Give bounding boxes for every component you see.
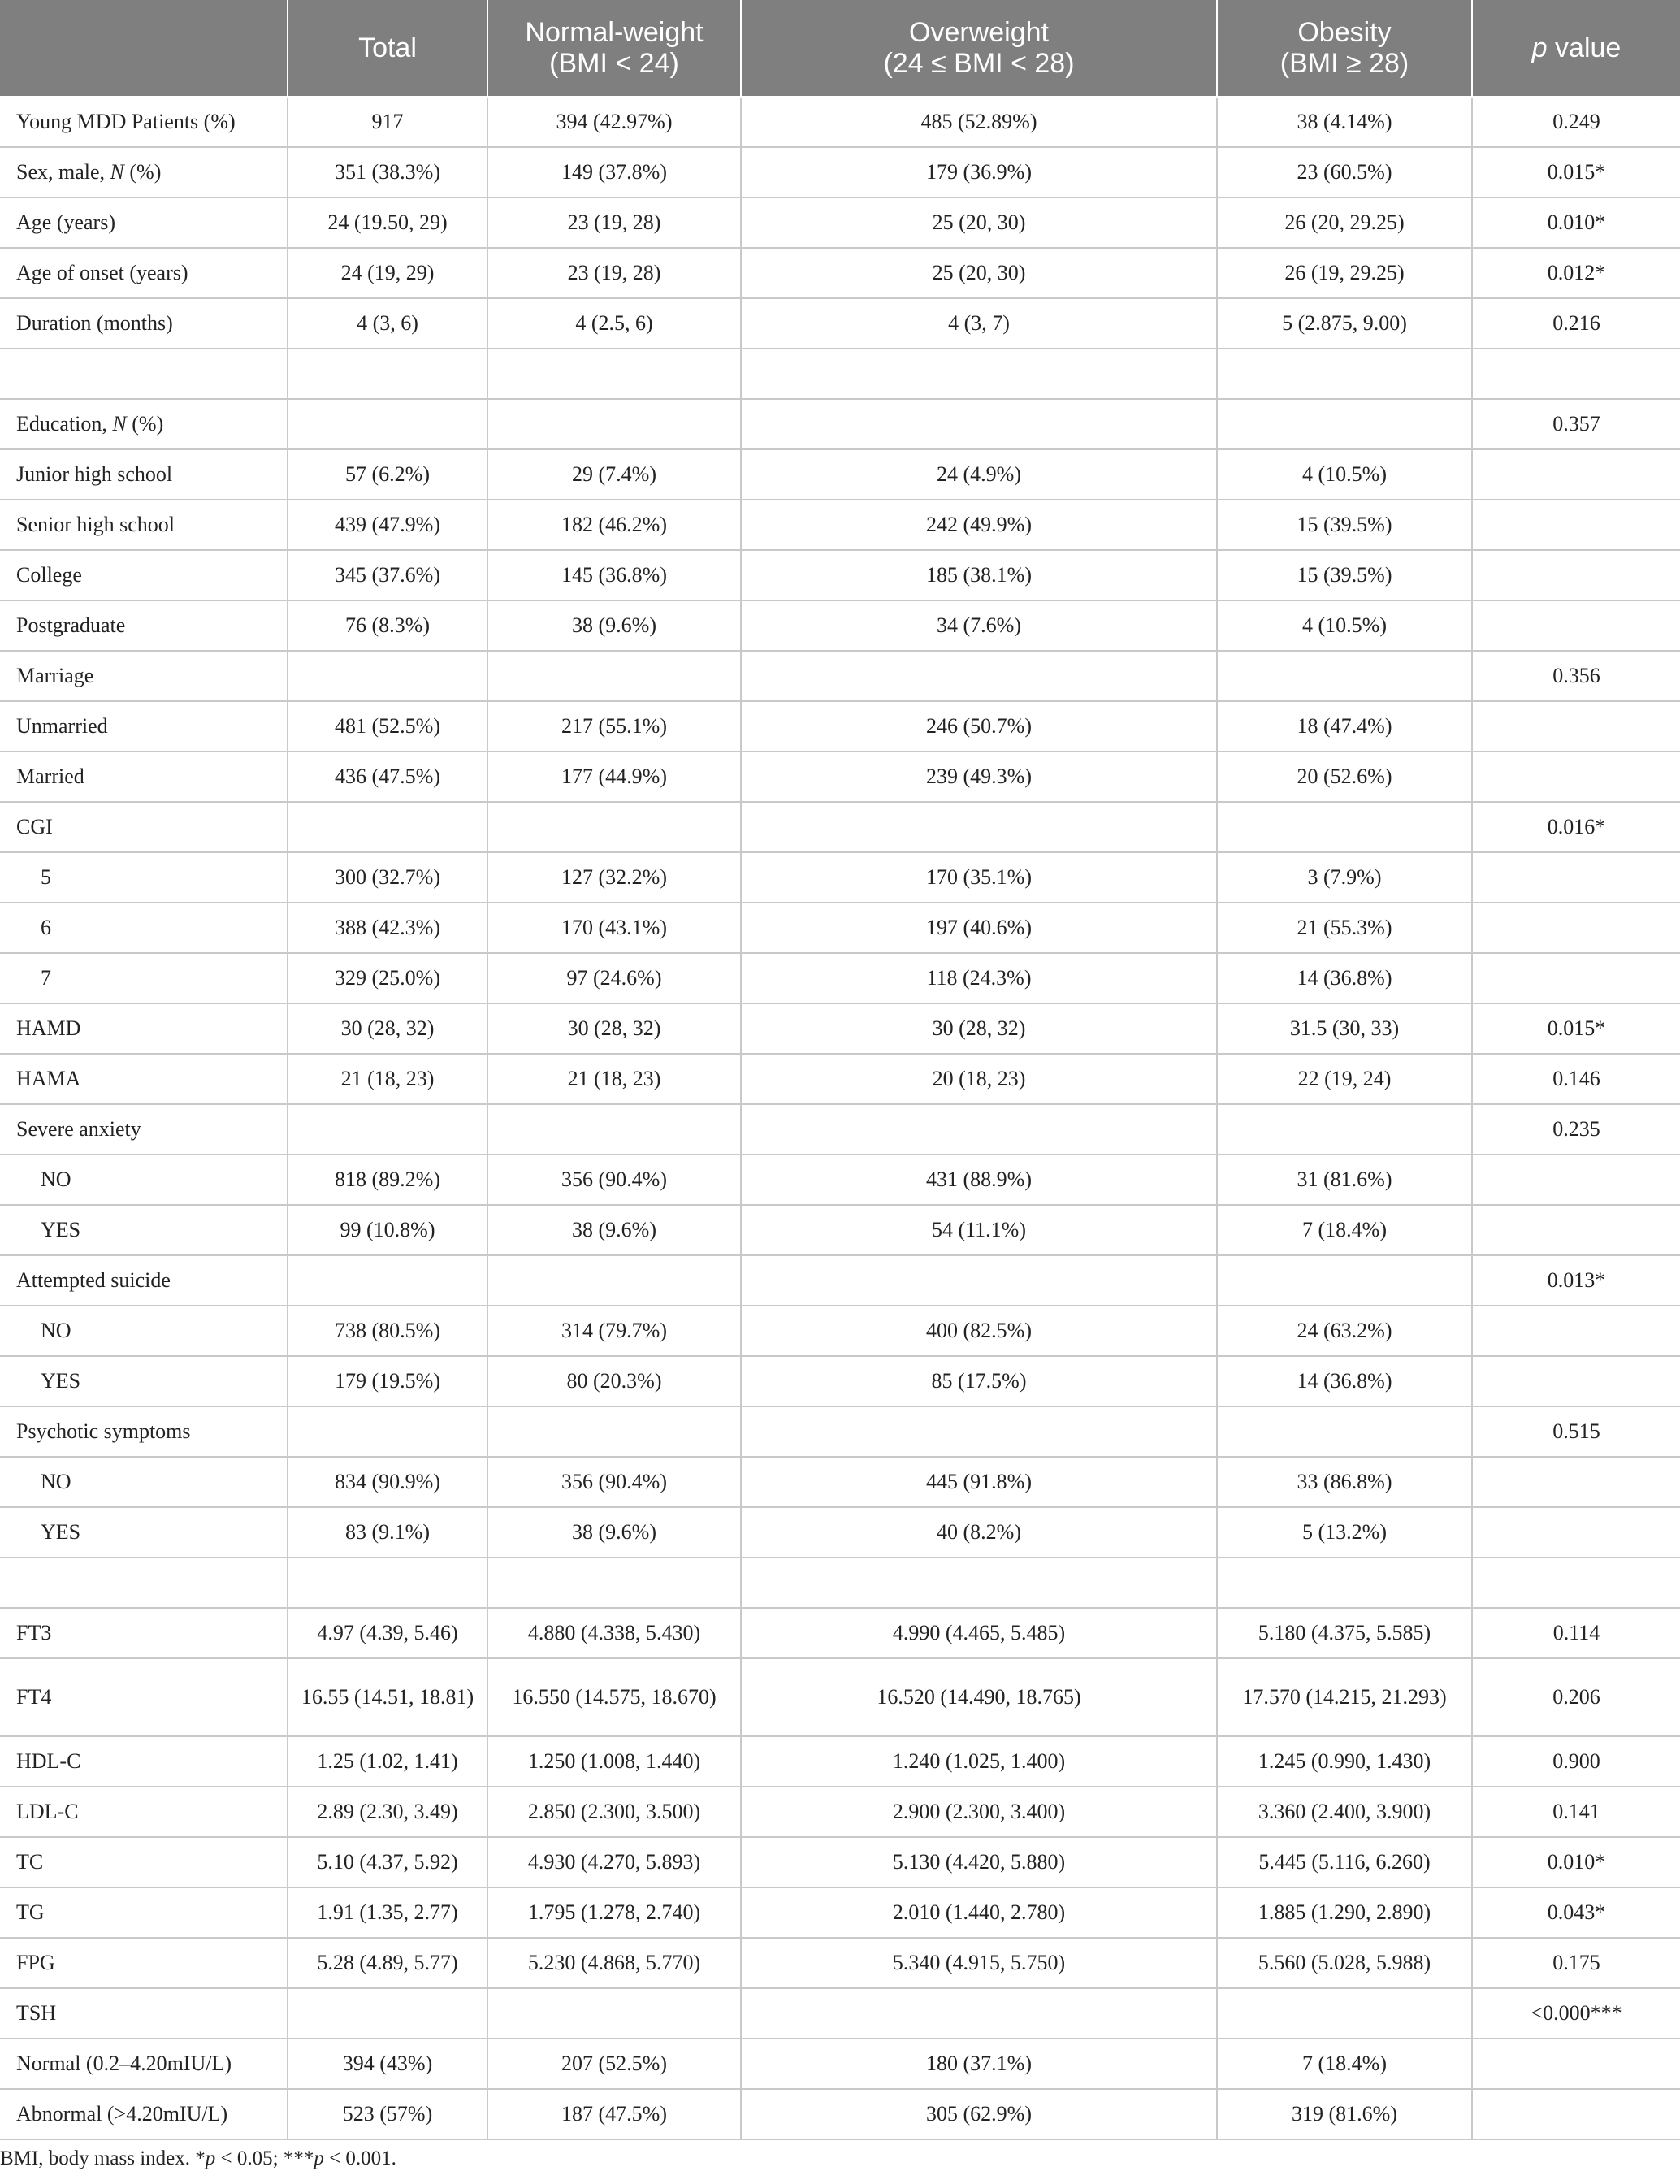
header-overweight-range: (24 ≤ BMI < 28) [883,48,1075,79]
row-label: TC [0,1837,288,1887]
cell-normal-weight: 97 (24.6%) [487,953,741,1003]
cell-obesity: 3 (7.9%) [1217,852,1472,903]
cell-normal-weight: 23 (19, 28) [487,248,741,298]
cell-obesity: 7 (18.4%) [1217,2039,1472,2089]
table-row [0,903,1680,953]
table-row [0,1406,1680,1457]
table-row [0,651,1680,701]
cell-total: 436 (47.5%) [288,752,487,802]
cell-normal-weight: 170 (43.1%) [487,903,741,953]
cell-overweight: 239 (49.3%) [741,752,1217,802]
row-label: FPG [0,1938,288,1988]
row-label-suffix: (%) [126,412,164,436]
cell-overweight: 179 (36.9%) [741,147,1217,197]
table-row [0,1887,1680,1938]
row-label: YES [0,1205,288,1255]
cell-obesity: 15 (39.5%) [1217,550,1472,600]
cell-overweight: 118 (24.3%) [741,953,1217,1003]
row-label: FT3 [0,1608,288,1658]
table-row [0,147,1680,197]
cell-total: 99 (10.8%) [288,1205,487,1255]
table-row [0,953,1680,1003]
cell-p-value: <0.000*** [1472,1988,1680,2039]
cell-overweight: 180 (37.1%) [741,2039,1217,2089]
cell-total: 351 (38.3%) [288,147,487,197]
cell-overweight: 2.900 (2.300, 3.400) [741,1787,1217,1837]
row-label: YES [0,1507,288,1558]
table-row [0,298,1680,349]
row-label: Unmarried [0,701,288,752]
header-obesity-name: Obesity [1297,17,1392,48]
table-row [0,197,1680,248]
cell-obesity: 4 (10.5%) [1217,449,1472,500]
cell-total: 4 (3, 6) [288,298,487,349]
cell-total: 179 (19.5%) [288,1356,487,1406]
cell-total: 834 (90.9%) [288,1457,487,1507]
cell-total: 738 (80.5%) [288,1306,487,1356]
table-row [0,1155,1680,1205]
table-row [0,1457,1680,1507]
cell-total: 5.10 (4.37, 5.92) [288,1837,487,1887]
row-label: HDL-C [0,1736,288,1787]
cell-normal-weight: 356 (90.4%) [487,1155,741,1205]
cell-obesity: 7 (18.4%) [1217,1205,1472,1255]
row-label-text: Education, [16,412,113,436]
table-row [0,1658,1680,1736]
row-label: Age of onset (years) [0,248,288,298]
cell-p-value: 0.900 [1472,1736,1680,1787]
row-label: NO [0,1457,288,1507]
cell-normal-weight: 38 (9.6%) [487,1205,741,1255]
cell-normal-weight: 217 (55.1%) [487,701,741,752]
cell-overweight: 54 (11.1%) [741,1205,1217,1255]
cell-obesity: 21 (55.3%) [1217,903,1472,953]
footnote-text: < 0.05; *** [215,2147,314,2169]
table-row [0,1988,1680,2039]
cell-obesity: 31 (81.6%) [1217,1155,1472,1205]
row-label: LDL-C [0,1787,288,1837]
table-row [0,2089,1680,2139]
cell-overweight: 20 (18, 23) [741,1054,1217,1104]
footnote-p-italic: p [205,2147,216,2169]
row-label: YES [0,1356,288,1406]
cell-overweight: 30 (28, 32) [741,1003,1217,1054]
cell-overweight: 485 (52.89%) [741,97,1217,147]
table-row [0,1205,1680,1255]
cell-p-value: 0.015* [1472,147,1680,197]
row-label: NO [0,1306,288,1356]
table-row [0,449,1680,500]
cell-obesity: 20 (52.6%) [1217,752,1472,802]
cell-normal-weight: 1.795 (1.278, 2.740) [487,1887,741,1938]
cell-normal-weight: 187 (47.5%) [487,2089,741,2139]
cell-normal-weight: 80 (20.3%) [487,1356,741,1406]
footnote-text: BMI, body mass index. * [0,2147,206,2169]
table-row [0,2039,1680,2089]
row-label [0,399,288,449]
cell-normal-weight: 2.850 (2.300, 3.500) [487,1787,741,1837]
row-label: Junior high school [0,449,288,500]
cell-overweight: 85 (17.5%) [741,1356,1217,1406]
table-row [0,1507,1680,1558]
cell-total: 1.25 (1.02, 1.41) [288,1736,487,1787]
cell-total: 24 (19, 29) [288,248,487,298]
cell-overweight: 197 (40.6%) [741,903,1217,953]
cell-obesity: 5 (13.2%) [1217,1507,1472,1558]
cell-p-value: 0.010* [1472,197,1680,248]
cell-overweight: 25 (20, 30) [741,197,1217,248]
cell-overweight: 5.130 (4.420, 5.880) [741,1837,1217,1887]
cell-overweight: 4 (3, 7) [741,298,1217,349]
row-label: HAMA [0,1054,288,1104]
cell-obesity: 26 (19, 29.25) [1217,248,1472,298]
cell-total: 523 (57%) [288,2089,487,2139]
cell-p-value: 0.175 [1472,1938,1680,1988]
table-row [0,550,1680,600]
table-row [0,1837,1680,1887]
row-label-text: Sex, male, [16,160,110,184]
cell-overweight: 400 (82.5%) [741,1306,1217,1356]
cell-normal-weight: 127 (32.2%) [487,852,741,903]
row-label: Marriage [0,651,288,701]
row-label: 6 [0,903,288,953]
header-p-value-text: value [1547,32,1622,63]
cell-overweight: 242 (49.9%) [741,500,1217,550]
cell-p-value: 0.114 [1472,1608,1680,1658]
footnote-p-italic: p [314,2147,324,2169]
header-normal-weight-range: (BMI < 24) [549,48,679,79]
table-row [0,1054,1680,1104]
row-label: CGI [0,802,288,852]
row-label: Severe anxiety [0,1104,288,1155]
table-footnote [0,2145,396,2173]
cell-overweight: 16.520 (14.490, 18.765) [741,1658,1217,1736]
cell-obesity: 319 (81.6%) [1217,2089,1472,2139]
cell-p-value: 0.235 [1472,1104,1680,1155]
cell-normal-weight: 356 (90.4%) [487,1457,741,1507]
header-overweight-name: Overweight [909,17,1049,48]
table-row [0,1938,1680,1988]
header-overweight [741,0,1217,97]
table-row [0,802,1680,852]
cell-overweight: 4.990 (4.465, 5.485) [741,1608,1217,1658]
cell-p-value: 0.356 [1472,651,1680,701]
cell-normal-weight: 16.550 (14.575, 18.670) [487,1658,741,1736]
cell-total: 21 (18, 23) [288,1054,487,1104]
cell-normal-weight: 38 (9.6%) [487,1507,741,1558]
cell-total: 76 (8.3%) [288,600,487,651]
cell-p-value: 0.010* [1472,1837,1680,1887]
cell-normal-weight: 38 (9.6%) [487,600,741,651]
cell-total: 481 (52.5%) [288,701,487,752]
cell-p-value: 0.515 [1472,1406,1680,1457]
cell-overweight: 5.340 (4.915, 5.750) [741,1938,1217,1988]
header-obesity [1217,0,1472,97]
cell-p-value: 0.249 [1472,97,1680,147]
table-row-spacer [0,349,1680,399]
row-label: 5 [0,852,288,903]
cell-p-value: 0.013* [1472,1255,1680,1306]
row-label: Married [0,752,288,802]
table-row [0,1608,1680,1658]
cell-total: 300 (32.7%) [288,852,487,903]
table-row [0,752,1680,802]
row-label: Duration (months) [0,298,288,349]
cell-obesity: 14 (36.8%) [1217,953,1472,1003]
row-label: Attempted suicide [0,1255,288,1306]
cell-total: 2.89 (2.30, 3.49) [288,1787,487,1837]
cell-normal-weight: 4.930 (4.270, 5.893) [487,1837,741,1887]
cell-overweight: 24 (4.9%) [741,449,1217,500]
row-label: Postgraduate [0,600,288,651]
row-label: Young MDD Patients (%) [0,97,288,147]
cell-total: 57 (6.2%) [288,449,487,500]
table-row [0,1104,1680,1155]
table-row [0,701,1680,752]
header-normal-weight-name: Normal-weight [525,17,704,48]
cell-total: 394 (43%) [288,2039,487,2089]
cell-normal-weight: 23 (19, 28) [487,197,741,248]
cell-obesity: 1.885 (1.290, 2.890) [1217,1887,1472,1938]
header-total: Total [288,0,487,97]
cell-obesity: 26 (20, 29.25) [1217,197,1472,248]
cell-obesity: 31.5 (30, 33) [1217,1003,1472,1054]
cell-overweight: 305 (62.9%) [741,2089,1217,2139]
cell-normal-weight: 4 (2.5, 6) [487,298,741,349]
cell-obesity: 38 (4.14%) [1217,97,1472,147]
cell-p-value: 0.206 [1472,1658,1680,1736]
row-label: FT4 [0,1658,288,1736]
cell-overweight: 1.240 (1.025, 1.400) [741,1736,1217,1787]
cell-normal-weight: 145 (36.8%) [487,550,741,600]
table-row [0,1255,1680,1306]
cell-obesity: 15 (39.5%) [1217,500,1472,550]
cell-obesity: 5.445 (5.116, 6.260) [1217,1837,1472,1887]
table-header-row [0,0,1680,97]
header-blank [0,0,288,97]
cell-overweight: 2.010 (1.440, 2.780) [741,1887,1217,1938]
cell-total: 818 (89.2%) [288,1155,487,1205]
cell-normal-weight: 30 (28, 32) [487,1003,741,1054]
table-row [0,1003,1680,1054]
footnote-text: < 0.001. [323,2147,396,2169]
cell-total: 30 (28, 32) [288,1003,487,1054]
cell-normal-weight: 29 (7.4%) [487,449,741,500]
cell-obesity: 14 (36.8%) [1217,1356,1472,1406]
row-label: 7 [0,953,288,1003]
table-row [0,1306,1680,1356]
table-row [0,399,1680,449]
cell-p-value: 0.043* [1472,1887,1680,1938]
cell-obesity: 5.560 (5.028, 5.988) [1217,1938,1472,1988]
row-label: TG [0,1887,288,1938]
cell-total: 16.55 (14.51, 18.81) [288,1658,487,1736]
cell-normal-weight: 4.880 (4.338, 5.430) [487,1608,741,1658]
cell-normal-weight: 314 (79.7%) [487,1306,741,1356]
cell-normal-weight: 177 (44.9%) [487,752,741,802]
cell-p-value: 0.012* [1472,248,1680,298]
cell-total: 345 (37.6%) [288,550,487,600]
row-label: HAMD [0,1003,288,1054]
header-p-value [1472,0,1680,97]
cell-overweight: 25 (20, 30) [741,248,1217,298]
cell-obesity: 18 (47.4%) [1217,701,1472,752]
table-row [0,1787,1680,1837]
row-label [0,147,288,197]
cell-p-value: 0.015* [1472,1003,1680,1054]
table-row [0,248,1680,298]
cell-p-value: 0.146 [1472,1054,1680,1104]
cell-normal-weight: 394 (42.97%) [487,97,741,147]
cell-obesity: 4 (10.5%) [1217,600,1472,651]
cell-obesity: 17.570 (14.215, 21.293) [1217,1658,1472,1736]
cell-total: 83 (9.1%) [288,1507,487,1558]
cell-obesity: 1.245 (0.990, 1.430) [1217,1736,1472,1787]
cell-p-value: 0.016* [1472,802,1680,852]
cell-obesity: 3.360 (2.400, 3.900) [1217,1787,1472,1837]
header-normal-weight [487,0,741,97]
cell-total: 24 (19.50, 29) [288,197,487,248]
cell-overweight: 431 (88.9%) [741,1155,1217,1205]
row-label: Senior high school [0,500,288,550]
cell-overweight: 170 (35.1%) [741,852,1217,903]
row-label: Age (years) [0,197,288,248]
cell-p-value: 0.141 [1472,1787,1680,1837]
cell-p-value: 0.357 [1472,399,1680,449]
header-obesity-range: (BMI ≥ 28) [1279,48,1409,79]
row-label: TSH [0,1988,288,2039]
cell-total: 5.28 (4.89, 5.77) [288,1938,487,1988]
table-row [0,97,1680,147]
cell-overweight: 445 (91.8%) [741,1457,1217,1507]
table-row [0,852,1680,903]
cell-obesity: 24 (63.2%) [1217,1306,1472,1356]
cell-total: 329 (25.0%) [288,953,487,1003]
cell-total: 4.97 (4.39, 5.46) [288,1608,487,1658]
table-row [0,600,1680,651]
cell-overweight: 185 (38.1%) [741,550,1217,600]
row-label: Normal (0.2–4.20mIU/L) [0,2039,288,2089]
cell-normal-weight: 182 (46.2%) [487,500,741,550]
header-p-italic: p [1531,32,1548,63]
cell-normal-weight: 207 (52.5%) [487,2039,741,2089]
cell-obesity: 23 (60.5%) [1217,147,1472,197]
cell-p-value: 0.216 [1472,298,1680,349]
cell-total: 1.91 (1.35, 2.77) [288,1887,487,1938]
cell-normal-weight: 5.230 (4.868, 5.770) [487,1938,741,1988]
cell-overweight: 246 (50.7%) [741,701,1217,752]
cell-total: 917 [288,97,487,147]
row-label: NO [0,1155,288,1205]
table-row-spacer [0,1558,1680,1608]
cell-total: 439 (47.9%) [288,500,487,550]
cell-overweight: 34 (7.6%) [741,600,1217,651]
row-label: Abnormal (>4.20mIU/L) [0,2089,288,2139]
cell-obesity: 22 (19, 24) [1217,1054,1472,1104]
cell-normal-weight: 1.250 (1.008, 1.440) [487,1736,741,1787]
cell-obesity: 5 (2.875, 9.00) [1217,298,1472,349]
cell-normal-weight: 21 (18, 23) [487,1054,741,1104]
row-label-suffix: (%) [123,160,162,184]
row-label: College [0,550,288,600]
table-row [0,1356,1680,1406]
table-row [0,1736,1680,1787]
row-label: Psychotic symptoms [0,1406,288,1457]
cell-obesity: 33 (86.8%) [1217,1457,1472,1507]
row-label-n-italic: N [110,160,124,184]
cell-obesity: 5.180 (4.375, 5.585) [1217,1608,1472,1658]
cell-normal-weight: 149 (37.8%) [487,147,741,197]
cell-overweight: 40 (8.2%) [741,1507,1217,1558]
row-label-n-italic: N [112,412,127,436]
cell-total: 388 (42.3%) [288,903,487,953]
table-row [0,500,1680,550]
